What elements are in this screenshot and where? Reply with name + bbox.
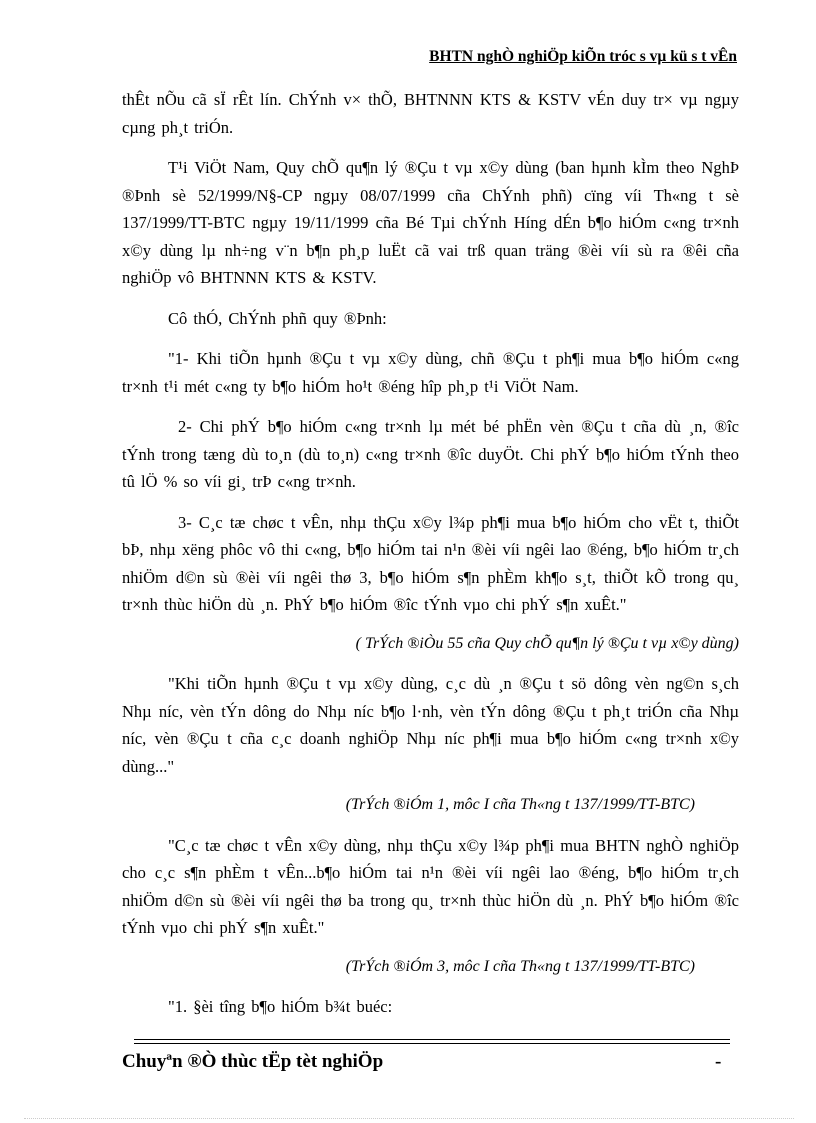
footer-title: Chuyªn ®Ò thùc tËp tèt nghiÖp	[122, 1051, 384, 1072]
quote-circular-point-1: "Khi tiÕn hµnh ®Çu t vµ x©y dùng, c¸c dù ¸n ®Çu t sö dông vèn ng©n s¸ch Nhµ níc, vèn tÝn dông do Nhµ níc b¶o l·nh, vèn tÝn dông ®Çu t ph¸t triÓn cña Nhµ níc, vèn ®Çu t cña c¸c doanh nghiÖp Nhµ níc ph¶i mua b¶o hiÓm c«ng tr×nh x©y dùng..."	[122, 674, 739, 776]
quote-item-2: 2- Chi phÝ b¶o hiÓm c«ng tr×nh lµ mét bé phËn vèn ®Çu t cña dù ¸n, ®îc tÝnh trong tæng dù to¸n (dù to¸n) c«ng tr×nh ®îc duyÖt. Chi phÝ b¶o hiÓm tÝnh theo tû lÖ % so víi gi¸ trÞ c«ng tr×nh.	[122, 417, 739, 491]
running-header: BHTN nghÒ nghiÖp kiÕn tróc s vµ kü s t vÊn	[429, 48, 737, 65]
footer-rule-bottom	[134, 1043, 730, 1044]
paragraph-regulation-intro: T¹i ViÖt Nam, Quy chÕ qu¶n lý ®Çu t vµ x©y dùng (ban hµnh kÌm theo NghÞ ®Þnh sè 52/1999/N§-CP ngµy 08/07/1999 cña ChÝnh phñ) cïng víi Th«ng t sè 137/1999/TT-BTC ngµy 19/11/1999 cña Bé Tµi chÝnh Híng dÉn b¶o hiÓm c«ng tr×nh x©y dùng lµ nh÷ng v¨n b¶n ph¸p luËt cã vai trß quan träng ®èi víi sù ra ®êi cña nghiÖp vô BHTNNN KTS & KSTV.	[122, 158, 739, 287]
citation-point-1: (TrÝch ®iÓm 1, môc I cña Th«ng t 137/1999/TT-BTC)	[345, 796, 695, 813]
quote-item-3: 3- C¸c tæ chøc t vÊn, nhµ thÇu x©y l¾p ph¶i mua b¶o hiÓm cho vËt t, thiÕt bÞ, nhµ xëng phôc vô thi c«ng, b¶o hiÓm tai n¹n ®èi víi ngêi lao ®éng, b¶o hiÓm tr¸ch nhiÖm d©n sù ®èi víi ngêi thø 3, b¶o hiÓm s¶n phÈm kh¶o s¸t, thiÕt kÕ trong qu¸ tr×nh thùc hiÖn dù ¸n. PhÝ b¶o hiÓm ®îc tÝnh vµo chi phÝ s¶n xuÊt."	[122, 512, 739, 614]
page-boundary	[24, 1118, 794, 1119]
footer-rule-top	[134, 1039, 730, 1040]
quote-circular-point-3: "C¸c tæ chøc t vÊn x©y dùng, nhµ thÇu x©y l¾p ph¶i mua BHTN nghÒ nghiÖp cho c¸c s¶n phÈm t vÊn...b¶o hiÓm tai n¹n ®èi víi ngêi lao ®éng, b¶o hiÓm tr¸ch nhiÖm d©n sù ®èi víi ngêi thø ba trong qu¸ tr×nh thùc hiÖn dù ¸n. PhÝ b¶o hiÓm ®îc tÝnh vµo chi phÝ s¶n xuÊt."	[122, 835, 739, 937]
citation-article-55: ( TrÝch ®iÒu 55 cña Quy chÕ qu¶n lý ®Çu t vµ x©y dùng)	[355, 634, 739, 652]
paragraph-continuation: thÊt nÕu cã sÏ rÊt lín. ChÝnh v× thÕ, BHTNNN KTS & KSTV vÉn duy tr× vµ ngµy cµng ph¸t triÓn.	[122, 90, 739, 137]
paragraph-insured-objects: "1. §èi tîng b¶o hiÓm b¾t buéc:	[168, 997, 393, 1016]
footer-page-number: -	[715, 1051, 722, 1072]
quote-item-1: "1- Khi tiÕn hµnh ®Çu t vµ x©y dùng, chñ ®Çu t ph¶i mua b¶o hiÓm c«ng tr×nh t¹i mét c«ng ty b¶o hiÓm ho¹t ®éng hîp ph¸p t¹i ViÖt Nam.	[122, 349, 739, 396]
document-body	[122, 86, 739, 1021]
paragraph-government-stipulates: Cô thÓ, ChÝnh phñ quy ®Þnh:	[168, 308, 387, 328]
citation-point-3: (TrÝch ®iÓm 3, môc I cña Th«ng t 137/1999/TT-BTC)	[345, 957, 695, 975]
